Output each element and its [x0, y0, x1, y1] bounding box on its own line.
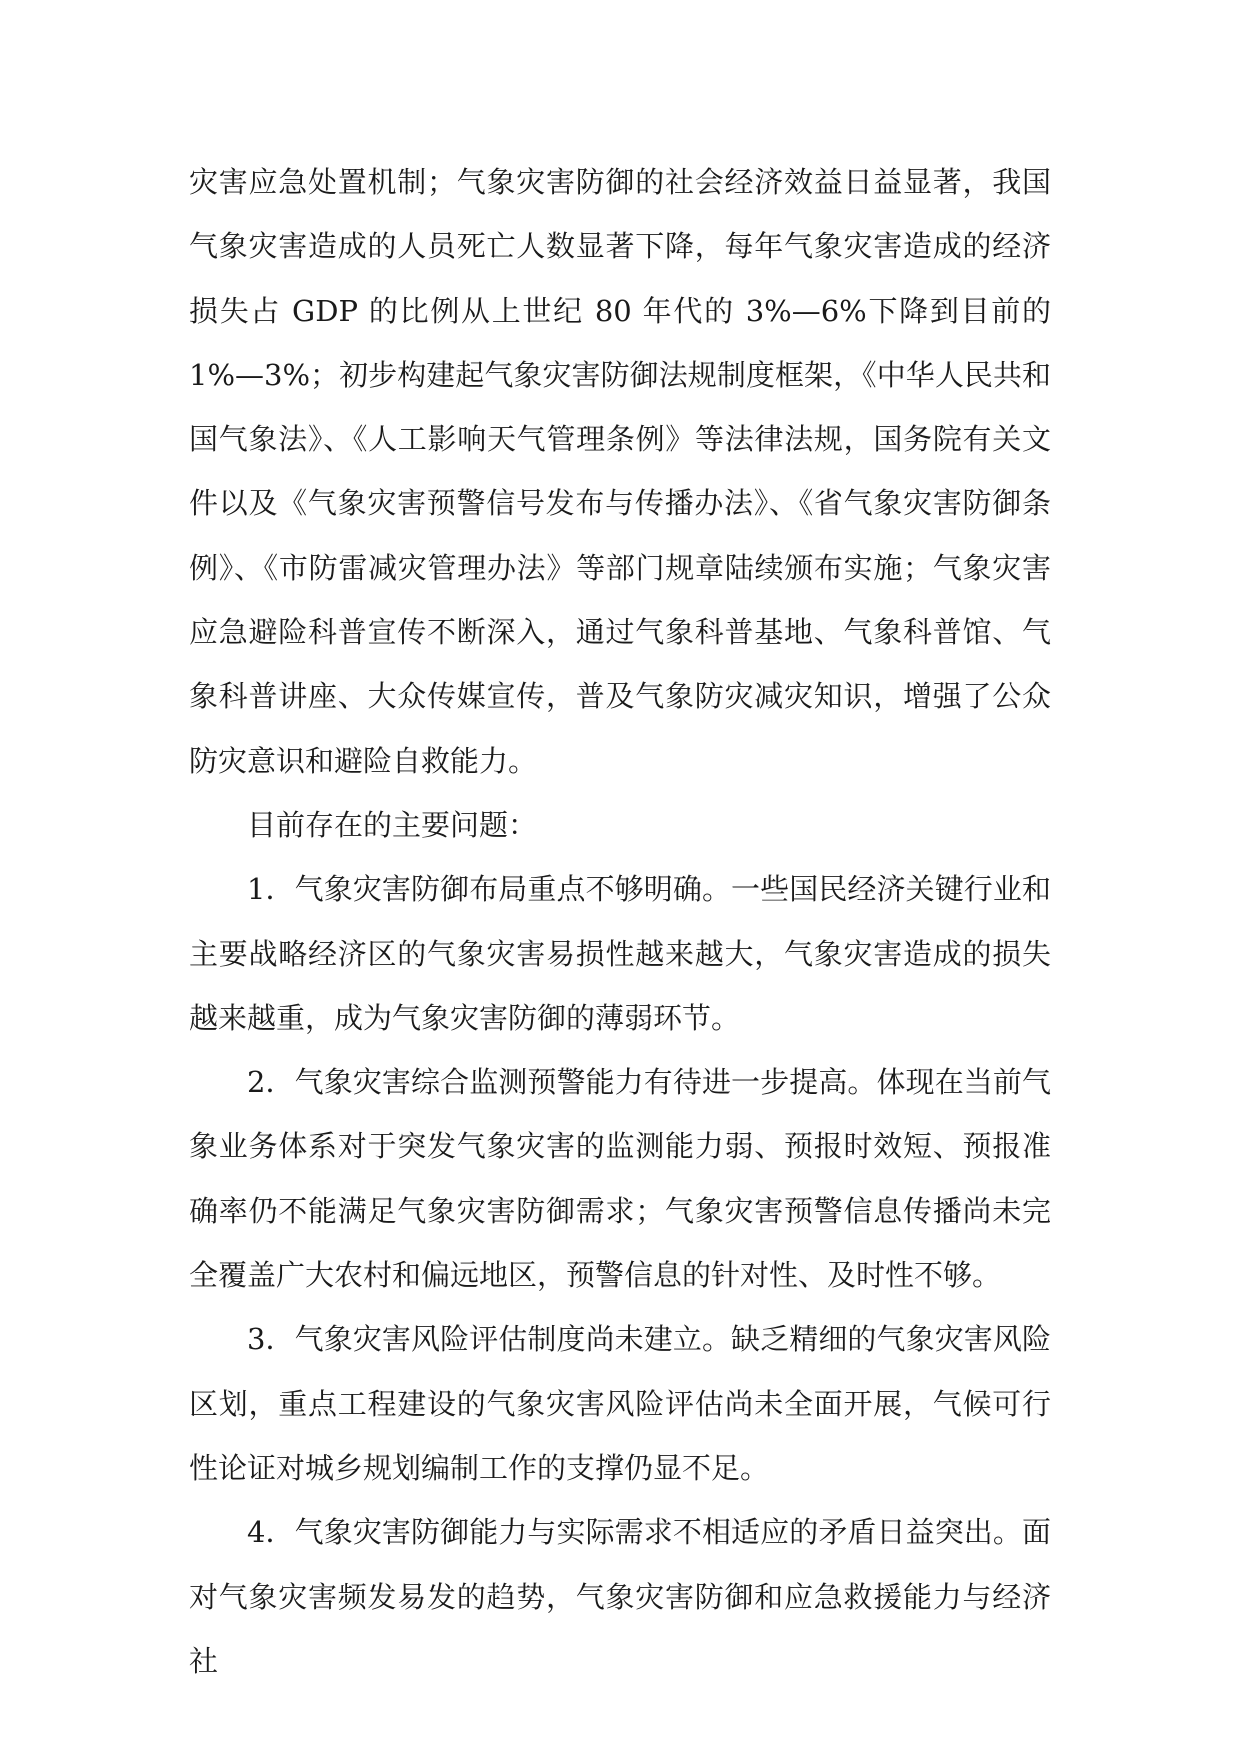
paragraph-problem-2: 2．气象灾害综合监测预警能力有待进一步提高。体现在当前气象业务体系对于突发气象灾害的监测能力弱、预报时效短、预报准确率仍不能满足气象灾害防御需求；气象灾害预警信息传播尚未完全覆盖广大农村和偏远地区，预警信息的针对性、及时性不够。 — [189, 1065, 1051, 1293]
document-page — [189, 150, 1051, 1693]
paragraph-problem-1: 1．气象灾害防御布局重点不够明确。一些国民经济关键行业和主要战略经济区的气象灾害易损性越来越大，气象灾害造成的损失越来越重，成为气象灾害防御的薄弱环节。 — [189, 872, 1051, 1035]
paragraph-problems-heading: 目前存在的主要问题： — [247, 807, 538, 842]
paragraph-problem-3: 3．气象灾害风险评估制度尚未建立。缺乏精细的气象灾害风险区划，重点工程建设的气象灾害风险评估尚未全面开展，气候可行性论证对城乡规划编制工作的支撑仍显不足。 — [189, 1322, 1051, 1485]
paragraph-achievements: 灾害应急处置机制；气象灾害防御的社会经济效益日益显著，我国气象灾害造成的人员死亡人数显著下降，每年气象灾害造成的经济损失占 GDP 的比例从上世纪 80 年代的 3%—6%下降到目前的 1%—3%；初步构建起气象灾害防御法规制度框架，《中华人民共和国气象法》、《人工影响天气管理条例》等法律法规，国务院有关文件以及《气象灾害预警信号发布与传播办法》、《省气象灾害防御条例》、《市防雷减灾管理办法》等部门规章陆续颁布实施；气象灾害应急避险科普宣传不断深入，通过气象科普基地、气象科普馆、气象科普讲座、大众传媒宣传，普及气象防灾减灾知识，增强了公众防灾意识和避险自救能力。 — [189, 165, 1051, 778]
paragraph-problem-4: 4．气象灾害防御能力与实际需求不相适应的矛盾日益突出。面对气象灾害频发易发的趋势，气象灾害防御和应急救援能力与经济社 — [189, 1515, 1051, 1678]
